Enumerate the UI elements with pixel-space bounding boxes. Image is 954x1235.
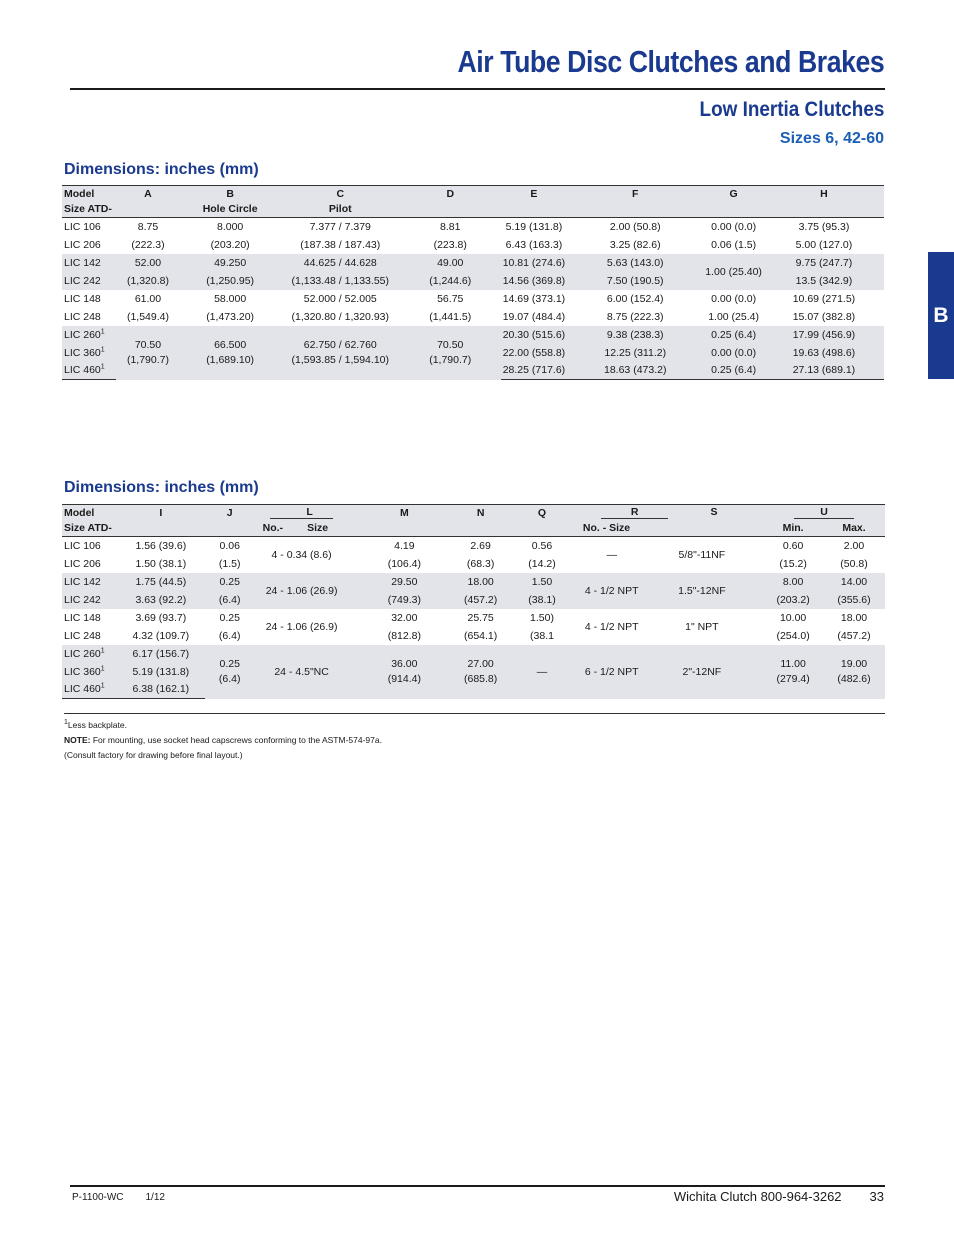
section-tab-letter: B (933, 303, 949, 327)
page-title: Air Tube Disc Clutches and Brakes (457, 44, 884, 79)
footer-doc-info (72, 1192, 187, 1203)
col-j: J (205, 505, 255, 521)
company-contact: Wichita Clutch 800-964-3262 (673, 1189, 842, 1204)
table-row: LIC 206 (222.3) (203.20) (187.38 / 187.43) (223.8) 6.43 (163.3) 3.25 (82.6) 0.06 (1.5) 5.00 (127.0) (64, 238, 853, 251)
doc-date: 1/12 (145, 1192, 165, 1203)
consult-note: (Consult factory for drawing before final layout.) (64, 750, 243, 760)
table-row: LIC 148 61.00 58.000 52.000 / 52.005 56.75 14.69 (373.1) 6.00 (152.4) 0.00 (0.0) 10.69 (271.5) (64, 292, 856, 305)
table-row: LIC $360^1$ 5.19 (131.8) (62, 663, 885, 681)
col-b: B (180, 186, 281, 202)
title-divider (70, 88, 885, 90)
table-row: LIC 106 8.75 8.000 7.377 / 7.379 8.81 5.19 (131.8) 2.00 (50.8) 0.00 (0.0) 3.75 (95.3) (64, 220, 850, 233)
table-row: LIC $460^1$ 6.38 (162.1) (62, 681, 885, 699)
col-q: Q (501, 505, 583, 521)
col-a: A (116, 186, 179, 202)
table-row: LIC $260^1$ 6.17 (156.7) 0.25 (6.4) 24 - 4.5"NC 36.00 (914.4) 27.00 (685.8) — 6 - 1/2 NPT 2"-12NF 11.00 (279.4) 19.00 (482.6) (62, 645, 885, 663)
table-row: LIC $360^1$ 22.00 (558.8) 12.25 (311.2) 0.00 (0.0) 19.63 (498.6) (62, 344, 884, 362)
table2-subheader-row (62, 521, 885, 537)
table-row: LIC 106 1.56 (39.6) 0.06 4 - 0.34 (8.6) 4.19 2.69 0.56 — 5/8"-11NF 0.60 2.00 (64, 539, 865, 561)
col-r-s: R S (583, 505, 763, 521)
col-b-sub: Hole Circle (180, 202, 281, 218)
col-i: I (117, 505, 205, 521)
dimensions-table-1 (62, 185, 884, 380)
table-row: LIC 242 (1,320.8) (1,250.95) (1,133.48 / 1,133.55) (1,244.6) 14.56 (369.8) 7.50 (190.5) 13.5 (342.9) (62, 272, 884, 290)
table1-heading: Dimensions: inches (mm) (64, 161, 259, 178)
footer-divider (70, 1185, 885, 1187)
col-n: N (460, 505, 501, 521)
col-size: Size ATD- (62, 521, 117, 537)
col-model: Model (62, 186, 116, 202)
table2-heading: Dimensions: inches (mm) (64, 479, 259, 496)
col-g: G (703, 186, 764, 202)
section-tab (928, 252, 954, 379)
mounting-note: NOTE: For mounting, use socket head capscrews conforming to the ASTM-574-97a. (64, 735, 382, 745)
footnote-backplate: $^1$Less backplate. (64, 719, 127, 730)
col-f: F (567, 186, 703, 202)
col-size: Size ATD- (62, 202, 116, 218)
col-u: U (763, 505, 885, 521)
footer-company (674, 1189, 884, 1204)
table-row: LIC 248 (1,549.4) (1,473.20) (1,320.80 / 1,320.93) (1,441.5) 19.07 (484.4) 8.75 (222.3) 1.00 (25.4) 15.07 (382.8) (64, 310, 856, 323)
col-d: D (400, 186, 501, 202)
table-row: LIC 206 1.50 (38.1) (1.5) (106.4) (68.3) (14.2) (15.2) (50.8) (64, 557, 868, 570)
sizes-label: Sizes 6, 42-60 (779, 130, 884, 147)
col-m: M (349, 505, 461, 521)
footnotes (64, 713, 885, 763)
col-u-min: Min. (763, 521, 823, 537)
col-c-sub: Pilot (281, 202, 400, 218)
table-row: LIC 142 52.00 49.250 44.625 / 44.628 49.00 10.81 (274.6) 5.63 (143.0) 1.00 (25.40) 9.75 (247.7) (62, 254, 884, 272)
table1-subheader-row (62, 202, 884, 218)
table-row: LIC $260^1$ 70.50 (1,790.7) 66.500 (1,689.10) 62.750 / 62.760 (1,593.85 / 1,594.10) 70.50 (1,790.7) 20.30 (515.6) 9.38 (238.3) 0.25 (6.4) 17.99 (456.9) (62, 326, 884, 344)
dimensions-table-2 (62, 504, 885, 699)
table-row: LIC 242 3.63 (92.2) (6.4) (749.3) (457.2) (38.1) (203.2) (355.6) (62, 591, 885, 609)
col-c: C (281, 186, 400, 202)
col-e: E (501, 186, 567, 202)
col-r-sub: No. - Size (583, 521, 763, 537)
table1-header-row (62, 186, 884, 202)
col-u-max: Max. (823, 521, 885, 537)
doc-number: P-1100-WC (72, 1192, 124, 1203)
col-l: L (255, 505, 349, 521)
page-subtitle: Low Inertia Clutches (699, 98, 884, 121)
table2-header-row (62, 505, 885, 521)
col-h: H (764, 186, 884, 202)
table-row: LIC 142 1.75 (44.5) 0.25 24 - 1.06 (26.9) 29.50 18.00 1.50 4 - 1/2 NPT 1.5"-12NF 8.00 14.00 (62, 573, 885, 591)
table-row: LIC 148 3.69 (93.7) 0.25 24 - 1.06 (26.9) 32.00 25.75 1.50) 4 - 1/2 NPT 1" NPT 10.00 18.00 (64, 611, 868, 633)
col-model: Model (62, 505, 117, 521)
table-row: LIC $460^1$ 28.25 (717.6) 18.63 (473.2) 0.25 (6.4) 27.13 (689.1) (62, 362, 884, 380)
page-number: 33 (869, 1189, 884, 1204)
col-l-sub: No.- Size (255, 521, 349, 537)
table-row: LIC 248 4.32 (109.7) (6.4) (812.8) (654.1) (38.1 (254.0) (457.2) (64, 629, 871, 642)
